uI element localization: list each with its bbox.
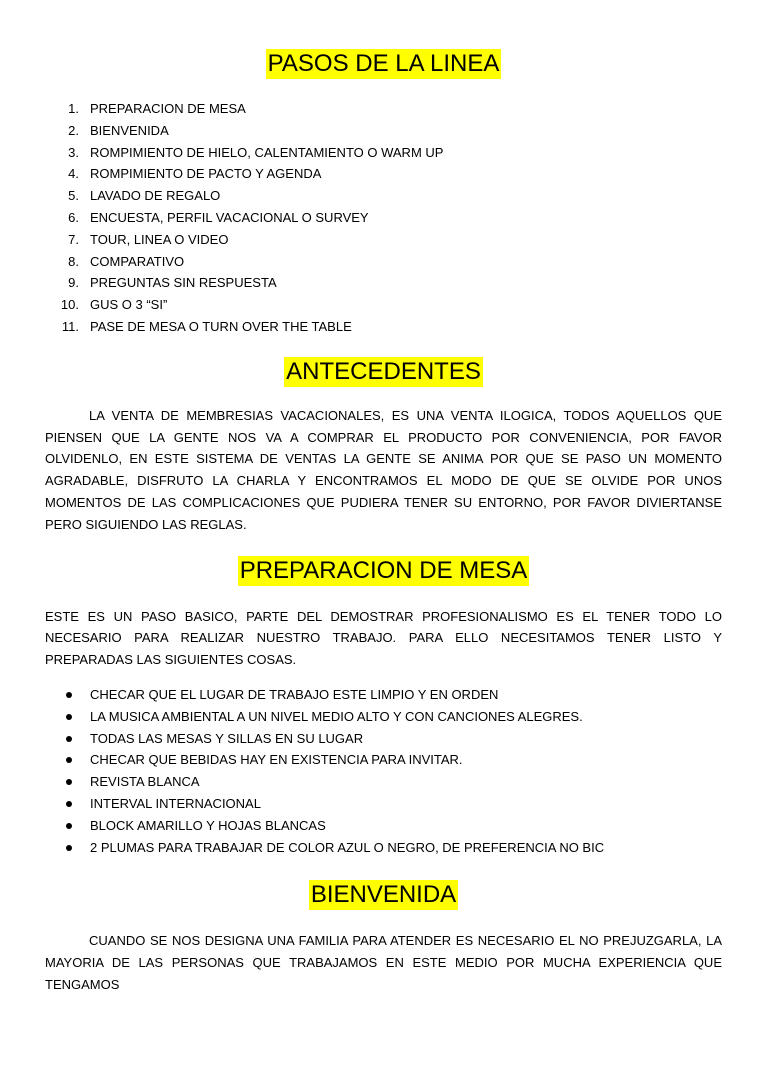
- list-item: [45, 815, 722, 837]
- list-item-text: GUS O 3 “SI”: [90, 297, 168, 313]
- preparacion-heading: PREPARACION DE MESA: [239, 556, 528, 584]
- list-item-text: COMPARATIVO: [90, 253, 185, 269]
- list-number: 6.: [68, 209, 79, 225]
- list-item: [45, 185, 722, 207]
- list-item-text: PREPARACION DE MESA: [90, 101, 246, 116]
- antecedentes-heading-wrap: [45, 357, 722, 387]
- bullet-icon: [66, 823, 72, 829]
- document-page: [0, 49, 768, 1073]
- list-item: [45, 229, 722, 251]
- list-item: [45, 207, 722, 229]
- bullet-icon: [66, 779, 72, 785]
- bullet-icon: [66, 757, 72, 763]
- list-item-text: ROMPIMIENTO DE PACTO Y AGENDA: [90, 166, 322, 182]
- list-item: [45, 837, 722, 859]
- preparacion-heading-wrap: [45, 556, 722, 586]
- list-number: 1.: [68, 101, 79, 116]
- list-item-text: BIENVENIDA: [90, 122, 169, 138]
- list-number: 5.: [68, 188, 79, 204]
- list-number: 7.: [68, 231, 79, 247]
- list-item: [45, 771, 722, 793]
- antecedentes-paragraph: LA VENTA DE MEMBRESIAS VACACIONALES, ES UNA VENTA ILOGICA, TODOS AQUELLOS QUE PIENSEN QUE LA GENTE NOS VA A COMPRAR EL PRODUCTO POR CONVENIENCIA, POR FAVOR OLVIDENLO, EN ESTE SISTEMA DE VENTAS LA GENTE SE ANIMA POR QUE SE PASO UN MOMENTO AGRADABLE, DISFRUTO LA CHARLA Y ENCONTRAMOS EL MODO DE QUE SE OLVIDE POR UNOS MOMENTOS DE LAS COMPLICACIONES QUE PUDIERA TENER SU ENTORNO, POR FAVOR DIVIERTANSE PERO SIGUIENDO LAS REGLAS.: [45, 407, 722, 532]
- list-item: [45, 98, 722, 120]
- list-item: [45, 251, 722, 273]
- list-item-text: BLOCK AMARILLO Y HOJAS BLANCAS: [90, 817, 326, 833]
- list-item: [45, 706, 722, 728]
- antecedentes-heading: ANTECEDENTES: [286, 357, 481, 385]
- list-number: 4.: [68, 166, 79, 182]
- list-item: [45, 294, 722, 316]
- list-number: 8.: [68, 253, 79, 269]
- list-item-text: CHECAR QUE EL LUGAR DE TRABAJO ESTE LIMPIO Y EN ORDEN: [90, 686, 499, 702]
- bienvenida-paragraph: CUANDO SE NOS DESIGNA UNA FAMILIA PARA ATENDER ES NECESARIO EL NO PREJUZGARLA, LA MAYORIA DE LAS PERSONAS QUE TRABAJAMOS EN ESTE MEDIO POR MUCHA EXPERIENCIA QUE TENGAMOS: [45, 933, 722, 992]
- list-item-text: ENCUESTA, PERFIL VACACIONAL O SURVEY: [90, 209, 369, 225]
- list-item: [45, 142, 722, 164]
- pasos-heading-wrap: [45, 49, 722, 79]
- list-item-text: ROMPIMIENTO DE HIELO, CALENTAMIENTO O WARM UP: [90, 144, 444, 160]
- list-number: 11.: [61, 318, 79, 334]
- list-item-text: TOUR, LINEA O VIDEO: [90, 231, 229, 247]
- list-item-text: CHECAR QUE BEBIDAS HAY EN EXISTENCIA PARA INVITAR.: [90, 752, 463, 768]
- list-number: 10.: [60, 297, 79, 313]
- bullet-icon: [66, 692, 72, 698]
- list-item-text: INTERVAL INTERNACIONAL: [90, 795, 261, 811]
- list-item: [45, 749, 722, 771]
- bienvenida-heading: BIENVENIDA: [310, 881, 457, 909]
- list-item-text: 2 PLUMAS PARA TRABAJAR DE COLOR AZUL O NEGRO, DE PREFERENCIA NO BIC: [90, 839, 605, 855]
- bullet-list: [45, 684, 722, 858]
- list-item-text: TODAS LAS MESAS Y SILLAS EN SU LUGAR: [90, 730, 364, 746]
- bienvenida-heading-wrap: [45, 880, 722, 910]
- bullet-icon: [66, 845, 72, 851]
- list-item-text: PREGUNTAS SIN RESPUESTA: [90, 275, 277, 291]
- list-item: [45, 684, 722, 706]
- list-item: [45, 728, 722, 750]
- bullet-icon: [66, 736, 72, 742]
- list-number: 2.: [68, 122, 79, 138]
- list-item-text: LAVADO DE REGALO: [90, 188, 221, 204]
- list-item: [45, 316, 722, 338]
- steps-list: [45, 98, 722, 338]
- list-item: [45, 163, 722, 185]
- bullet-icon: [66, 714, 72, 720]
- list-item-text: REVISTA BLANCA: [90, 774, 200, 790]
- list-item-text: LA MUSICA AMBIENTAL A UN NIVEL MEDIO ALTO Y CON CANCIONES ALEGRES.: [90, 708, 583, 724]
- list-item: [45, 120, 722, 142]
- list-number: 9.: [68, 275, 79, 291]
- list-number: 3.: [68, 144, 79, 160]
- preparacion-paragraph: ESTE ES UN PASO BASICO, PARTE DEL DEMOSTRAR PROFESIONALISMO ES EL TENER TODO LO NECESARIO PARA REALIZAR NUESTRO TRABAJO. PARA ELLO NECESITAMOS TENER LISTO Y PREPARADAS LAS SIGUIENTES COSAS.: [45, 608, 722, 668]
- list-item: [45, 272, 722, 294]
- pasos-heading: PASOS DE LA LINEA: [267, 50, 500, 77]
- bullet-icon: [66, 801, 72, 807]
- list-item: [45, 793, 722, 815]
- list-item-text: PASE DE MESA O TURN OVER THE TABLE: [90, 318, 352, 334]
